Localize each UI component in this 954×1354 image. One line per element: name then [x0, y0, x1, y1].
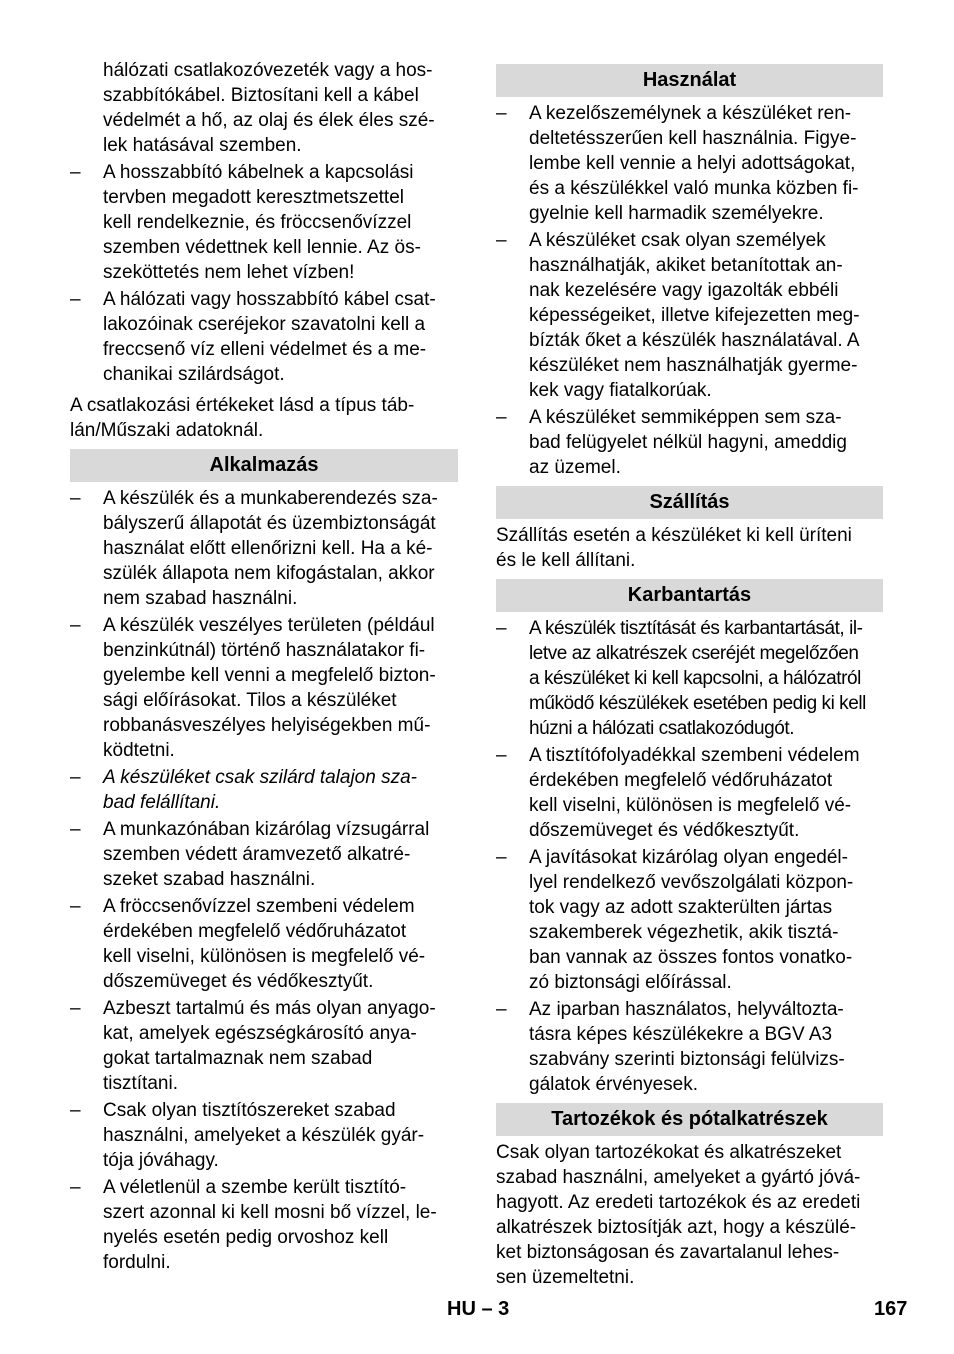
- list-item: [496, 228, 883, 403]
- text-line: fordulni.: [103, 1252, 171, 1273]
- bullet-dash: –: [70, 615, 81, 636]
- text-line: bízták őket a készülék használatával. A: [529, 330, 860, 351]
- text-line: lyel rendelkező vevőszolgálati közpon-: [529, 872, 854, 893]
- bullet-dash: –: [70, 289, 81, 310]
- text-line: gálatok érvényesek.: [529, 1074, 698, 1095]
- text-line: szeket szabad használni.: [103, 869, 316, 890]
- text-line: A készüléket csak olyan személyek: [529, 230, 826, 251]
- continuation-text: [103, 58, 458, 158]
- text-line: dőszemüveget és védőkesztyűt.: [529, 820, 800, 841]
- text-line: A javításokat kizárólag olyan engedél-: [529, 847, 848, 868]
- section-heading-hasznalat: Használat: [496, 64, 883, 97]
- section-heading-tartozekok: Tartozékok és pótalkatrészek: [496, 1103, 883, 1136]
- accessories-paragraph: [496, 1140, 883, 1290]
- bullet-list: [496, 616, 883, 1097]
- text-line: bad felügyelet nélkül hagyni, ameddig: [529, 432, 847, 453]
- bullet-dash: –: [496, 407, 507, 428]
- bullet-dash: –: [496, 230, 507, 251]
- bullet-dash: –: [496, 103, 507, 124]
- text-line: tisztítani.: [103, 1073, 178, 1094]
- text-line: tervben megadott keresztmetszettel: [103, 187, 404, 208]
- text-line: gyelembe kell venni a megfelelő bizton-: [103, 665, 436, 686]
- text-line: tok vagy az adott szakterülten jártas: [529, 897, 833, 918]
- page-number: 167: [874, 1298, 908, 1320]
- text-line: szabvány szerinti biztonsági felülvizs-: [529, 1049, 845, 1070]
- list-item: [70, 765, 458, 815]
- text-line: és le kell állítani.: [496, 550, 636, 571]
- text-line: hálózati csatlakozóvezeték vagy a hos-: [103, 60, 433, 81]
- connection-values-paragraph: [70, 393, 458, 443]
- text-line: bályszerű állapotát és üzembiztonságát: [103, 513, 436, 534]
- text-line: hagyott. Az eredeti tartozékok és az eredeti: [496, 1192, 861, 1213]
- text-line: A véletlenül a szembe került tisztító-: [103, 1177, 407, 1198]
- text-line: lán/Műszaki adatoknál.: [70, 420, 264, 441]
- text-line: gokat tartalmaznak nem szabad: [103, 1048, 373, 1069]
- bullet-list: [70, 160, 458, 387]
- list-item: [496, 997, 883, 1097]
- text-line: szülék állapota nem kifogástalan, akkor: [103, 563, 435, 584]
- text-line: tásra képes készülékekre a BGV A3: [529, 1024, 833, 1045]
- bullet-dash: –: [70, 1100, 81, 1121]
- list-item: [70, 613, 458, 763]
- list-item: [496, 101, 883, 226]
- section-heading-karbantartas: Karbantartás: [496, 579, 883, 612]
- text-line: A kezelőszemélynek a készüléket ren-: [529, 103, 852, 124]
- text-line: A készüléket semmiképpen sem sza-: [529, 407, 842, 428]
- bullet-dash: –: [70, 998, 81, 1019]
- text-line: A készülék veszélyes területen (például: [103, 615, 435, 636]
- text-line: A készülék és a munkaberendezés sza-: [103, 488, 438, 509]
- list-item: [70, 1175, 458, 1275]
- text-line: használhatják, akiket betanítottak an-: [529, 255, 843, 276]
- text-line: Az iparban használatos, helyváltozta-: [529, 999, 844, 1020]
- text-line: freccsenő víz elleni védelmet és a me-: [103, 339, 427, 360]
- text-line: ban vannak az összes fontos vonatko-: [529, 947, 853, 968]
- text-line: nyelés esetén pedig orvoshoz kell: [103, 1227, 389, 1248]
- text-line: használat előtt ellenőrizni kell. Ha a ké-: [103, 538, 433, 559]
- text-line: deltetésszerűen kell használnia. Figye-: [529, 128, 857, 149]
- bullet-dash: –: [496, 999, 507, 1020]
- bullet-dash: –: [70, 488, 81, 509]
- text-line: az üzemel.: [529, 457, 621, 478]
- text-line: Csak olyan tisztítószereket szabad: [103, 1100, 396, 1121]
- text-line: működő készülékek esetében pedig ki kell: [529, 693, 866, 714]
- text-line: zó biztonsági előírással.: [529, 972, 732, 993]
- text-line: képességeiket, illetve kifejezetten meg-: [529, 305, 860, 326]
- section-heading-szallitas: Szállítás: [496, 486, 883, 519]
- bullet-dash: –: [70, 896, 81, 917]
- bullet-dash: –: [70, 1177, 81, 1198]
- text-line: Szállítás esetén a készüléket ki kell üríteni: [496, 525, 852, 546]
- bullet-dash: –: [70, 162, 81, 183]
- text-line: Azbeszt tartalmú és más olyan anyago-: [103, 998, 436, 1019]
- text-line: szakemberek végezhetik, akik tisztá-: [529, 922, 839, 943]
- text-line: A fröccsenővízzel szembeni védelem: [103, 896, 415, 917]
- text-line: ködtetni.: [103, 740, 175, 761]
- text-line: A készülék tisztítását és karbantartását, il-: [529, 618, 863, 639]
- text-line: szeköttetés nem lehet vízben!: [103, 262, 355, 283]
- text-line: alkatrészek biztosítják azt, hogy a készülé-: [496, 1217, 857, 1238]
- text-line: sen üzemeltetni.: [496, 1267, 635, 1288]
- section-heading-alkalmazas: Alkalmazás: [70, 449, 458, 482]
- text-line: a készüléket ki kell kapcsolni, a hálózatról: [529, 668, 861, 689]
- list-item: [70, 996, 458, 1096]
- text-line: szemben védettnek kell lennie. Az ös-: [103, 237, 421, 258]
- text-line: készüléket nem használhatják gyerme-: [529, 355, 858, 376]
- bullet-dash: –: [496, 847, 507, 868]
- text-line: kat, amelyek egészségkárosító anya-: [103, 1023, 417, 1044]
- bullet-list: [496, 101, 883, 480]
- text-line: szemben védett áramvezető alkatré-: [103, 844, 411, 865]
- list-item: [496, 743, 883, 843]
- footer-language-code: HU – 3: [447, 1298, 510, 1320]
- right-column: [496, 58, 883, 1290]
- text-line: A készüléket csak szilárd talajon sza-: [103, 767, 417, 788]
- text-line: lek hatásával szemben.: [103, 135, 302, 156]
- list-item: [70, 287, 458, 387]
- list-item: [70, 486, 458, 611]
- list-item: [70, 894, 458, 994]
- text-line: húzni a hálózati csatlakozódugót.: [529, 718, 795, 739]
- bullet-list: [70, 486, 458, 1275]
- text-line: A tisztítófolyadékkal szembeni védelem: [529, 745, 860, 766]
- text-line: robbanásveszélyes helyiségekben mű-: [103, 715, 431, 736]
- text-line: kell viselni, különösen is megfelelő vé-: [103, 946, 426, 967]
- text-line: ket biztonságosan és zavartalanul lehes-: [496, 1242, 840, 1263]
- text-line: benzinkútnál) történő használatakor fi-: [103, 640, 426, 661]
- list-item: [496, 845, 883, 995]
- text-line: A csatlakozási értékeket lásd a típus táb-: [70, 395, 415, 416]
- text-line: és a készülékkel való munka közben fi-: [529, 178, 859, 199]
- list-item: [496, 616, 883, 741]
- text-line: dőszemüveget és védőkesztyűt.: [103, 971, 374, 992]
- text-line: szert azonnal ki kell mosni bő vízzel, le-: [103, 1202, 437, 1223]
- list-item: [70, 160, 458, 285]
- text-line: nak kezelésére vagy igazolták ebbéli: [529, 280, 839, 301]
- text-line: kell viselni, különösen is megfelelő vé-: [529, 795, 852, 816]
- text-line: tója jóváhagy.: [103, 1150, 219, 1171]
- left-column: [70, 58, 458, 1275]
- text-line: A munkazónában kizárólag vízsugárral: [103, 819, 430, 840]
- text-line: használni, amelyeket a készülék gyár-: [103, 1125, 425, 1146]
- bullet-dash: –: [70, 767, 81, 788]
- bullet-dash: –: [496, 618, 507, 639]
- text-line: érdekében megfelelő védőruházatot: [529, 770, 833, 791]
- list-item: [70, 1098, 458, 1173]
- text-line: kek vagy fiatalkorúak.: [529, 380, 712, 401]
- text-line: nem szabad használni.: [103, 588, 298, 609]
- text-line: Csak olyan tartozékokat és alkatrészeket: [496, 1142, 842, 1163]
- text-line: A hálózati vagy hosszabbító kábel csat-: [103, 289, 436, 310]
- text-line: chanikai szilárdságot.: [103, 364, 285, 385]
- text-line: lembe kell vennie a helyi adottságokat,: [529, 153, 856, 174]
- text-line: szabbítókábel. Biztosítani kell a kábel: [103, 85, 419, 106]
- text-line: bad felállítani.: [103, 792, 221, 813]
- text-line: gyelnie kell harmadik személyekre.: [529, 203, 824, 224]
- text-line: lakozóinak cseréjekor szavatolni kell a: [103, 314, 426, 335]
- text-line: letve az alkatrészek cseréjét megelőzően: [529, 643, 859, 664]
- text-line: sági előírásokat. Tilos a készüléket: [103, 690, 397, 711]
- bullet-dash: –: [496, 745, 507, 766]
- text-line: szabad használni, amelyeket a gyártó jóvá-: [496, 1167, 861, 1188]
- text-line: érdekében megfelelő védőruházatot: [103, 921, 407, 942]
- text-line: A hosszabbító kábelnek a kapcsolási: [103, 162, 414, 183]
- bullet-dash: –: [70, 819, 81, 840]
- list-item: [70, 817, 458, 892]
- list-item: [496, 405, 883, 480]
- text-line: védelmét a hő, az olaj és élek éles szé-: [103, 110, 435, 131]
- transport-paragraph: [496, 523, 883, 573]
- text-line: kell rendelkeznie, és fröccsenővízzel: [103, 212, 412, 233]
